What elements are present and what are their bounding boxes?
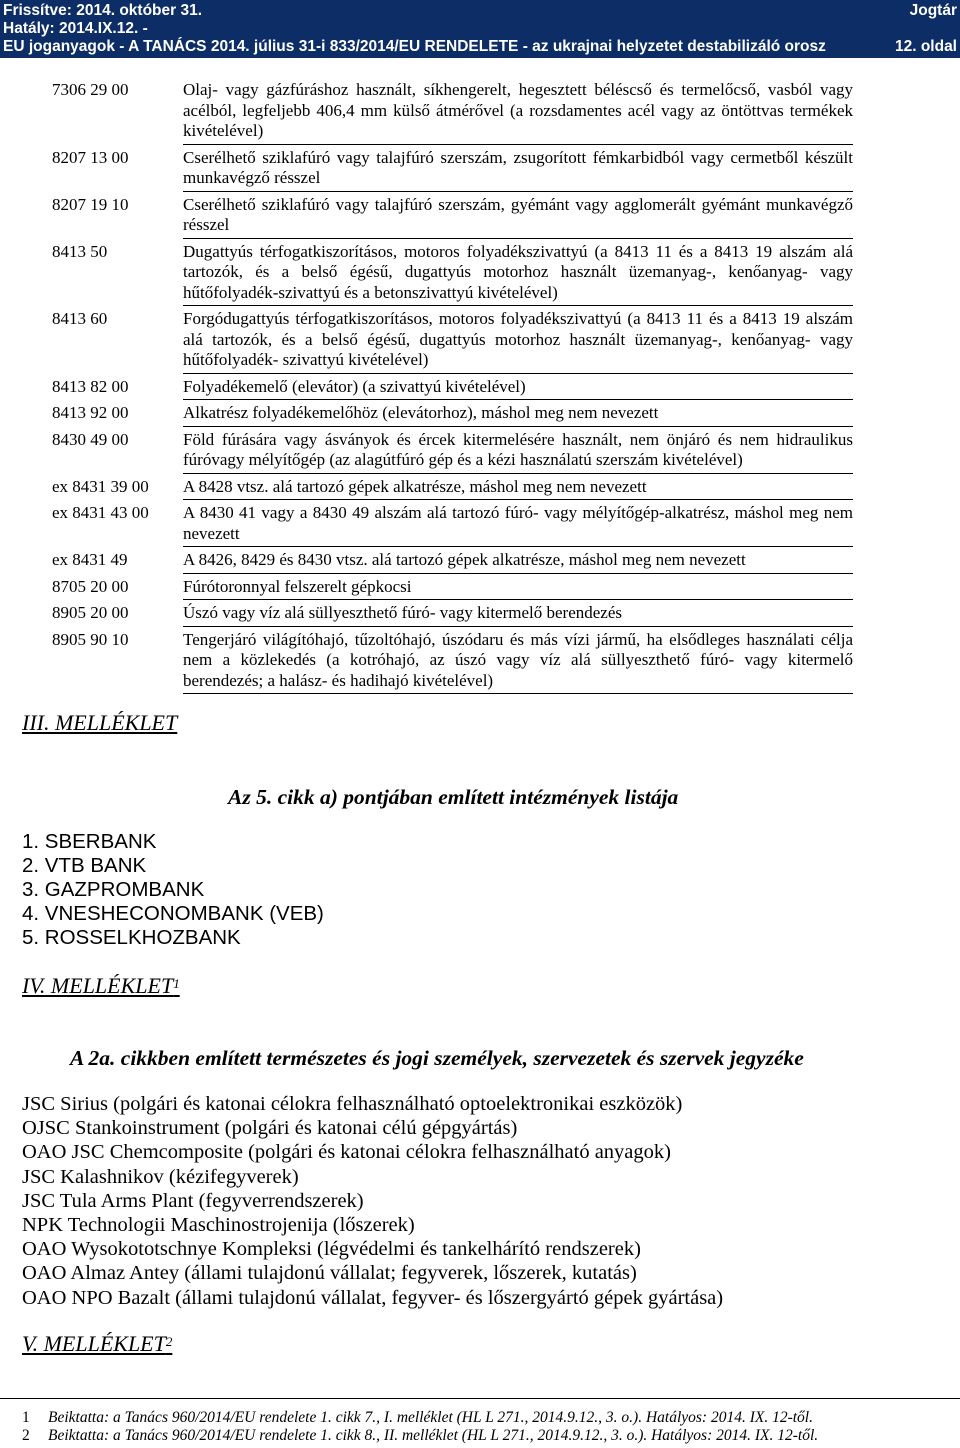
table-row xyxy=(45,430,853,474)
product-description: Alkatrész folyadékemelőhöz (elevátorhoz), máshol meg nem nevezett xyxy=(183,403,853,427)
product-description: Cserélhető sziklafúró vagy talajfúró szerszám, zsugorított fémkarbidból vagy cermetből készült munkavégző résszel xyxy=(183,148,853,192)
list-item: 3. GAZPROMBANK xyxy=(22,878,205,901)
product-description: Tengerjáró világítóhajó, tűzoltóhajó, úszódaru és más vízi jármű, ha elsődleges használati célja nem a közlekedés (a kotróhajó, az úszó vagy víz alá süllyeszthető fúró- vagy kitermelő berendezés; a halász- és hadihajó kivételével) xyxy=(183,630,853,695)
table-row xyxy=(45,550,853,574)
document-title: EU joganyagok - A TANÁCS 2014. július 31-i 833/2014/EU RENDELETE - az ukrajnai helyzetet destabilizáló orosz xyxy=(3,38,826,55)
customs-code: 8413 50 xyxy=(52,241,108,261)
footnote-text: Beiktatta: a Tanács 960/2014/EU rendelete 1. cikk 7., I. melléklet (HL L 271., 2014.9.12., 3. o.). Hatályos: 2014. IX. 12-től. xyxy=(48,1409,813,1426)
bank-list xyxy=(22,830,324,950)
table-row xyxy=(45,477,853,501)
list-item: JSC Sirius (polgári és katonai célokra felhasználható optoelektronikai eszközök) xyxy=(22,1093,683,1115)
updated-date: Frissítve: 2014. október 31. xyxy=(3,2,203,19)
customs-code: 8905 20 00 xyxy=(52,603,129,622)
product-description: Dugattyús térfogatkiszorításos, motoros folyadékszivattyú (a 8413 11 és a 8413 19 alszám alá tartozók, és a belső égésű, dugattyús motorhoz használt üzemanyag-, kenőanyag- vagy hűtőfolyadék-szivattyú és a betonszivattyú kivételével) xyxy=(183,242,853,307)
customs-code: 8207 13 00 xyxy=(52,147,129,167)
product-description: A 8428 vtsz. alá tartozó gépek alkatrésze, máshol meg nem nevezett xyxy=(183,477,853,501)
table-row xyxy=(45,80,853,145)
customs-code: 8207 19 10 xyxy=(52,194,129,214)
footnote-number: 2 xyxy=(22,1427,30,1444)
annex-5-title: V. MELLÉKLET xyxy=(22,1331,166,1356)
customs-code: 8413 82 00 xyxy=(52,376,129,396)
list-item: OAO Wysokototschnye Kompleksi (légvédelmi és tankelhárító rendszerek) xyxy=(22,1238,641,1261)
customs-code: 8413 92 00 xyxy=(52,403,129,422)
product-description: Cserélhető sziklafúró vagy talajfúró szerszám, gyémánt vagy agglomerált gyémánt munkavégző résszel xyxy=(183,195,853,239)
entity-list xyxy=(22,1092,723,1310)
customs-code: 8705 20 00 xyxy=(52,576,129,596)
footnote-2 xyxy=(22,1427,818,1445)
table-row xyxy=(45,195,853,239)
product-description: Olaj- vagy gázfúráshoz használt, síkhengerelt, hegesztett béléscső és termelőcső, vasból vagy acélból, legfeljebb 406,4 mm külső átmérővel (a rozsdamentes acél vagy az öntöttvas termékek kivételével) xyxy=(183,80,853,145)
list-item: 2. VTB BANK xyxy=(22,854,147,877)
table-row xyxy=(45,309,853,374)
list-item: 5. ROSSELKHOZBANK xyxy=(22,926,241,949)
table-row xyxy=(45,242,853,307)
list-item: 4. VNESHECONOMBANK (VEB) xyxy=(22,902,324,925)
customs-code: ex 8431 49 xyxy=(52,550,128,569)
footnote-number: 1 xyxy=(22,1409,30,1426)
customs-code-table xyxy=(45,80,853,697)
product-description: Fúrótoronnyal felszerelt gépkocsi xyxy=(183,577,853,601)
page-number: 12. oldal xyxy=(894,38,957,55)
list-item: NPK Technologii Maschinostrojenija (lőszerek) xyxy=(22,1214,415,1237)
footnote-text: Beiktatta: a Tanács 960/2014/EU rendelete 1. cikk 8., II. melléklet (HL L 271., 2014.9.12., 3. o.). Hatályos: 2014. IX. 12-től. xyxy=(48,1427,819,1444)
annex-4-heading xyxy=(22,973,180,999)
product-description: A 8426, 8429 és 8430 vtsz. alá tartozó gépek alkatrésze, máshol meg nem nevezett xyxy=(183,550,853,574)
customs-code: 7306 29 00 xyxy=(52,80,129,99)
list-item: OAO NPO Bazalt (állami tulajdonú vállalat, fegyver- és lőszergyártó gépek gyártása) xyxy=(22,1286,724,1309)
annex-3-heading xyxy=(22,710,177,736)
list-item: OJSC Stankoinstrument (polgári és katonai célú gépgyártás) xyxy=(22,1117,518,1140)
product-description: Forgódugattyús térfogatkiszorításos, motoros folyadékszivattyú (a 8413 11 és a 8413 19 alszám alá tartozók, és a belső égésű, dugattyús motorhoz használt üzemanyag-, kenőanyag- vagy hűtőfolyadék- szivattyú kivételével) xyxy=(183,309,853,374)
customs-code: 8413 60 xyxy=(52,309,108,328)
annex-3-subtitle: Az 5. cikk a) pontjában említett intézmények listája xyxy=(228,785,679,809)
annex-4-title: IV. MELLÉKLET xyxy=(22,973,174,998)
list-item: JSC Kalashnikov (kézifegyverek) xyxy=(22,1165,299,1188)
table-row xyxy=(45,503,853,547)
customs-code: 8905 90 10 xyxy=(52,629,129,649)
table-row xyxy=(45,377,853,401)
table-row xyxy=(45,603,853,627)
list-item: JSC Tula Arms Plant (fegyverrendszerek) xyxy=(22,1189,364,1212)
table-row xyxy=(45,577,853,601)
table-row xyxy=(45,630,853,695)
list-item: OAO JSC Chemcomposite (polgári és katonai célokra felhasználható anyagok) xyxy=(22,1141,671,1164)
effective-date: Hatály: 2014.IX.12. - xyxy=(3,20,148,37)
product-description: Folyadékemelő (elevátor) (a szivattyú kivételével) xyxy=(183,377,853,401)
annex-5-heading xyxy=(22,1331,172,1357)
customs-code: 8430 49 00 xyxy=(52,429,129,449)
list-item: 1. SBERBANK xyxy=(22,830,157,853)
customs-code: ex 8431 39 00 xyxy=(52,476,149,496)
annex-3-title: III. MELLÉKLET xyxy=(22,710,178,735)
product-description: Úszó vagy víz alá süllyeszthető fúró- vagy kitermelő berendezés xyxy=(183,603,853,627)
brand-logo-text: Jogtár xyxy=(909,2,957,19)
table-row xyxy=(45,403,853,427)
product-description: A 8430 41 vagy a 8430 49 alszám alá tartozó fúró- vagy mélyítőgép-alkatrész, máshol meg nem nevezett xyxy=(183,503,853,547)
list-item: OAO Almaz Antey (állami tulajdonú vállalat; fegyverek, lőszerek, kutatás) xyxy=(22,1262,637,1285)
footnote-ref-2[interactable]: 2 xyxy=(165,1334,173,1349)
customs-code: ex 8431 43 00 xyxy=(52,503,149,522)
table-row xyxy=(45,148,853,192)
footnote-1 xyxy=(22,1409,813,1427)
footnote-divider xyxy=(0,1398,960,1399)
product-description: Föld fúrására vagy ásványok és ércek kitermelésére használt, nem önjáró és nem hidraulikus fúróvagy mélyítőgép (az alagútfúró gép és a kézi használatú szerszám kivételével) xyxy=(183,430,853,474)
page-header xyxy=(0,0,960,58)
footnote-ref-1[interactable]: 1 xyxy=(173,976,180,991)
annex-4-subtitle: A 2a. cikkben említett természetes és jogi személyek, szervezetek és szervek jegyzéke xyxy=(70,1046,804,1070)
